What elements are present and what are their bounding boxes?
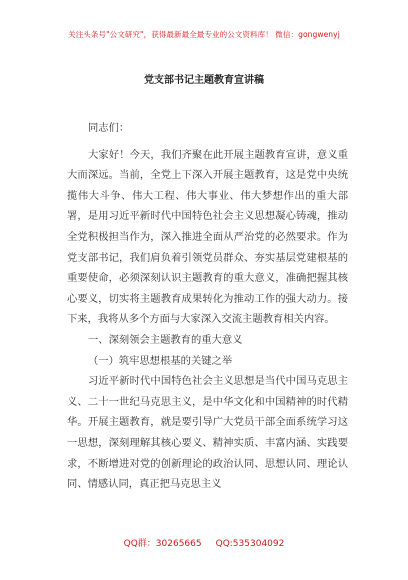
footer-qq-group: QQ群：30265665 — [123, 539, 202, 549]
subsection-heading: （一）筑牢思想根基的关键之举 — [88, 354, 233, 367]
document-title: 党支部书记主题教育宣讲稿 — [144, 75, 264, 86]
paragraph-body: 习近平新时代中国特色社会主义思想是当代中国马克思主义、二十一世纪马克思主义，是中华文化和中国精神的时代精华。开展主题教育，就是要引导广大党员干部全面系统学习这一思想，深刻理解其核心要义、精神实质、丰富内涵、实践要求，不断增进对党的创新理论的政治认同、思想认同、理论认同、情感认同，真正把马克思主义 — [67, 375, 348, 491]
footer-qq-number: QQ:535304092 — [215, 539, 285, 549]
document-body — [67, 118, 348, 495]
salutation: 同志们： — [88, 122, 130, 134]
header-banner: 关注头条号"公文研究"，获得最新最全最专业的公文资料库！ 微信：gongwenyj — [68, 30, 340, 39]
paragraph-intro: 大家好！今天，我们齐聚在此开展主题教育宣讲，意义重大而深远。当前，全党上下深入开展主题教育，这是党中央统揽伟大斗争、伟大工程、伟大事业、伟大梦想作出的重大部署，是用习近平新时代中国特色社会主义思想凝心铸魂，推动全党积极担当作为，深入推进全面从严治党的必然要求。作为党支部书记，我们肩负着引领党员群众、夯实基层党建根基的重要使命，必须深刻认识主题教育的重大意义，准确把握其核心要义，切实将主题教育成果转化为推动工作的强大动力。接下来，我将从多个方面与大家深入交流主题教育相关内容。 — [67, 148, 348, 326]
section-heading: 一、深刻领会主题教育的重大意义 — [88, 333, 243, 346]
footer-contact — [0, 536, 408, 549]
